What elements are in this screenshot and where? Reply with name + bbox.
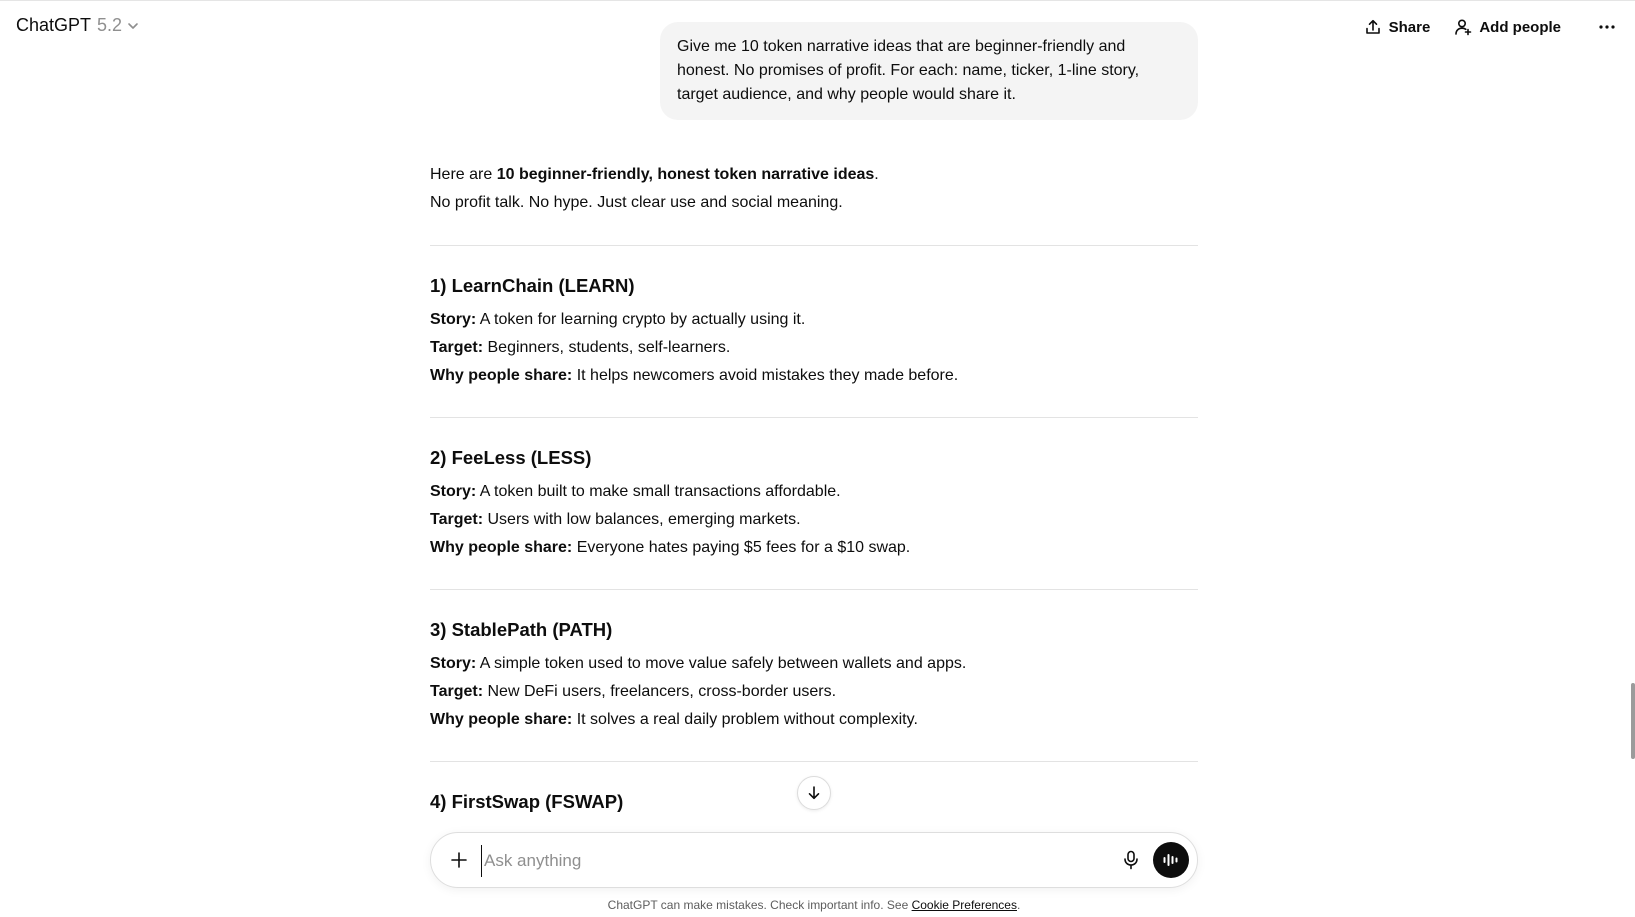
target-label: Target: <box>430 339 484 356</box>
plus-icon <box>450 851 468 869</box>
voice-mode-button[interactable] <box>1153 842 1189 878</box>
idea-target <box>430 678 1198 706</box>
assistant-message <box>430 161 1198 816</box>
why-label: Why people share: <box>430 539 573 556</box>
idea-section <box>430 444 1198 562</box>
story-text: A token built to make small transactions affordable. <box>479 483 841 500</box>
idea-target <box>430 334 1198 362</box>
intro-line-1 <box>430 161 1198 189</box>
target-label: Target: <box>430 511 484 528</box>
top-border <box>0 0 1635 1</box>
idea-why <box>430 706 1198 734</box>
share-button[interactable] <box>1364 14 1431 40</box>
assistant-intro <box>430 161 1198 217</box>
target-text: New DeFi users, freelancers, cross-border users. <box>487 683 837 700</box>
attach-button[interactable] <box>447 848 471 872</box>
user-message-bubble: Give me 10 token narrative ideas that are beginner-friendly and honest. No promises of profit. For each: name, ticker, 1-line story, target audience, and why people would share it. <box>660 22 1198 120</box>
story-text: A simple token used to move value safely between wallets and apps. <box>479 655 967 672</box>
target-label: Target: <box>430 683 484 700</box>
idea-story <box>430 650 1198 678</box>
model-version: 5.2 <box>97 15 123 35</box>
scroll-to-bottom-button[interactable] <box>797 776 831 810</box>
intro-line-2: No profit talk. No hype. Just clear use and social meaning. <box>430 194 843 211</box>
add-person-icon <box>1454 18 1472 36</box>
arrow-down-icon <box>806 785 822 801</box>
composer <box>430 832 1198 888</box>
idea-section <box>430 616 1198 734</box>
divider <box>430 417 1198 418</box>
idea-why <box>430 362 1198 390</box>
cookie-preferences-link[interactable]: Cookie Preferences <box>911 898 1017 912</box>
more-options-button[interactable] <box>1593 14 1621 40</box>
story-label: Story: <box>430 311 477 328</box>
add-people-button[interactable] <box>1454 14 1561 40</box>
prompt-input[interactable] <box>481 845 1046 877</box>
share-icon <box>1364 18 1382 36</box>
idea-target <box>430 506 1198 534</box>
idea-story <box>430 306 1198 334</box>
add-people-label: Add people <box>1479 18 1561 36</box>
disclaimer-suffix: . <box>1016 898 1021 912</box>
disclaimer <box>0 898 1628 912</box>
header-actions <box>1364 14 1561 40</box>
model-selector[interactable] <box>16 15 140 36</box>
model-name: ChatGPT <box>16 15 92 35</box>
chevron-down-icon <box>126 19 140 33</box>
intro-suffix: . <box>874 166 879 183</box>
microphone-icon <box>1122 850 1140 870</box>
story-label: Story: <box>430 483 477 500</box>
idea-section <box>430 272 1198 390</box>
more-horizontal-icon <box>1598 24 1616 30</box>
why-text: Everyone hates paying $5 fees for a $10 swap. <box>576 539 911 556</box>
target-text: Beginners, students, self-learners. <box>487 339 731 356</box>
idea-why <box>430 534 1198 562</box>
scrollbar-thumb[interactable] <box>1631 683 1635 759</box>
idea-title: 1) LearnChain (LEARN) <box>430 275 635 296</box>
idea-title: 4) FirstSwap (FSWAP) <box>430 791 624 812</box>
divider <box>430 761 1198 762</box>
divider <box>430 245 1198 246</box>
why-text: It helps newcomers avoid mistakes they made before. <box>576 367 959 384</box>
dictate-button[interactable] <box>1119 848 1143 872</box>
story-text: A token for learning crypto by actually using it. <box>479 311 806 328</box>
idea-story <box>430 478 1198 506</box>
idea-title: 3) StablePath (PATH) <box>430 619 613 640</box>
share-label: Share <box>1388 18 1431 36</box>
why-label: Why people share: <box>430 711 573 728</box>
intro-bold: 10 beginner-friendly, honest token narrative ideas <box>496 166 875 183</box>
story-label: Story: <box>430 655 477 672</box>
disclaimer-text: ChatGPT can make mistakes. Check important info. See <box>607 898 912 912</box>
why-label: Why people share: <box>430 367 573 384</box>
target-text: Users with low balances, emerging markets. <box>487 511 801 528</box>
divider <box>430 589 1198 590</box>
intro-prefix: Here are <box>430 166 497 183</box>
why-text: It solves a real daily problem without complexity. <box>576 711 918 728</box>
idea-title: 2) FeeLess (LESS) <box>430 447 592 468</box>
voice-waveform-icon <box>1162 852 1180 868</box>
